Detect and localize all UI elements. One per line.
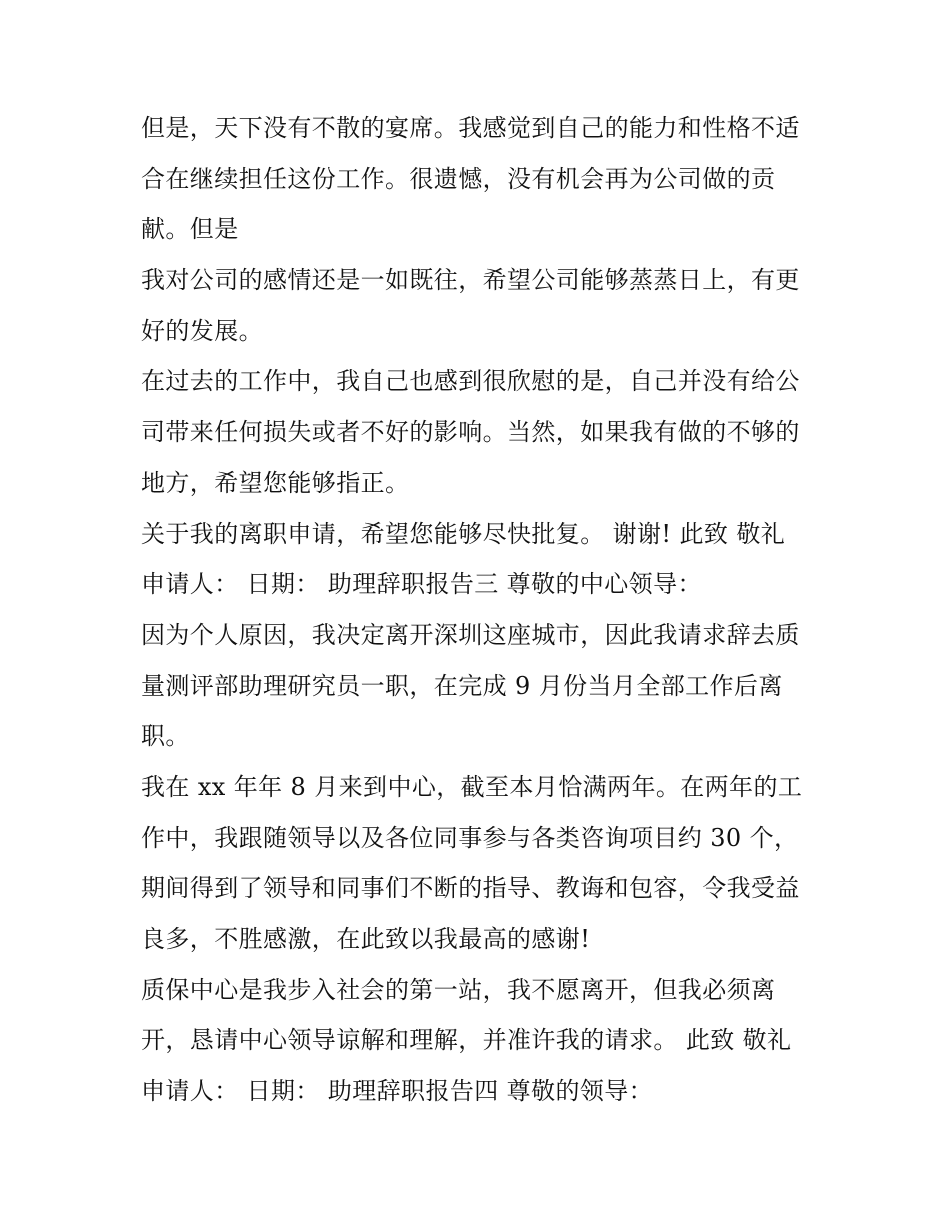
text-line: 开，恳请中心领导谅解和理解，并准许我的请求。 此致 敬礼: [141, 1026, 792, 1055]
text-line: 因为个人原因，我决定离开深圳这座城市，因此我请求辞去质: [141, 620, 800, 649]
text-line: 申请人： 日期： 助理辞职报告四 尊敬的领导：: [141, 1077, 654, 1106]
text-line: 合在继续担任这份工作。很遗憾，没有机会再为公司做的贡: [141, 164, 776, 193]
text-line: 作中，我跟随领导以及各位同事参与各类咨询项目约 30 个，: [141, 823, 799, 852]
text-line: 在过去的工作中，我自己也感到很欣慰的是，自己并没有给公: [141, 367, 800, 396]
text-line: 司带来任何损失或者不好的影响。当然，如果我有做的不够的: [141, 418, 800, 447]
text-line: 献。但是: [141, 215, 239, 244]
document-body: [141, 103, 821, 1117]
text-line: 关于我的离职申请，希望您能够尽快批复。 谢谢! 此致 敬礼: [141, 519, 786, 548]
text-line: 地方，希望您能够指正。: [141, 468, 410, 497]
text-line: 期间得到了领导和同事们不断的指导、教诲和包容，令我受益: [141, 874, 800, 903]
text-line: 职。: [141, 722, 190, 751]
text-line: 我在 xx 年年 8 月来到中心，截至本月恰满两年。在两年的工: [141, 772, 803, 801]
text-line: 量测评部助理研究员一职，在完成 9 月份当月全部工作后离: [141, 671, 783, 700]
text-line: 我对公司的感情还是一如既往，希望公司能够蒸蒸日上，有更: [141, 266, 800, 295]
text-line: 但是，天下没有不散的宴席。我感觉到自己的能力和性格不适: [141, 114, 800, 142]
text-line: 良多，不胜感激，在此致以我最高的感谢!: [141, 925, 591, 953]
text-line: 质保中心是我步入社会的第一站，我不愿离开，但我必须离: [141, 975, 776, 1004]
text-line: 申请人： 日期： 助理辞职报告三 尊敬的中心领导：: [141, 570, 702, 599]
text-line: 好的发展。: [141, 316, 263, 345]
